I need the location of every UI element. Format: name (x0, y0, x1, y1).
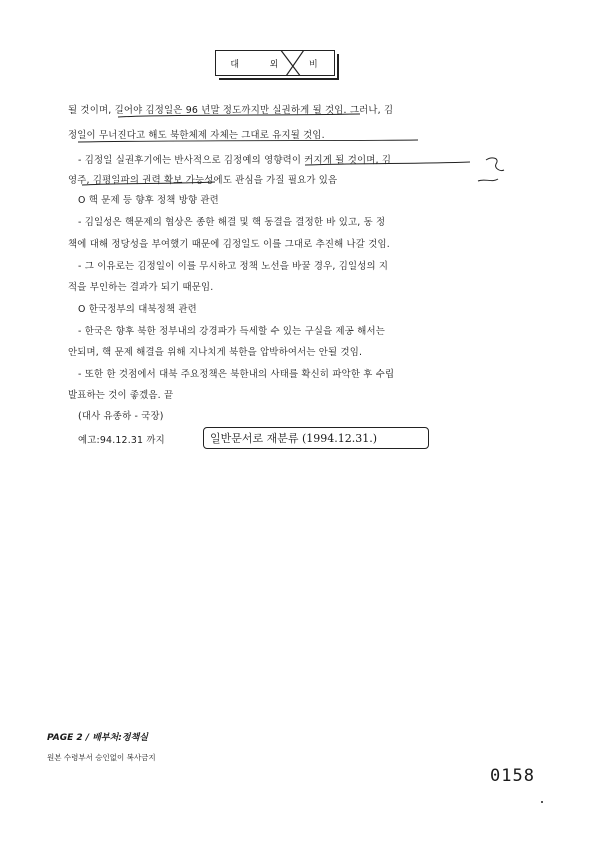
section-heading-nuclear: O 핵 문제 등 향후 정책 방향 관련 (78, 195, 219, 206)
body-line-6: - 김일성은 핵문제의 협상은 종한 해결 및 핵 동결을 결정한 바 있고, 동 정 (78, 217, 386, 228)
stamp-char-2: 외 (269, 59, 281, 70)
body-line-12: 안되며, 핵 문제 해결을 위해 지나치게 북한을 압박하여서는 안될 것임. (68, 347, 363, 358)
reclassification-stamp: 일반문서로 재분류 (1994.12.31.) (203, 427, 429, 449)
page-number: 0158 (490, 766, 535, 786)
stamp-char-1: 대 (230, 59, 242, 70)
body-line-8: - 그 이유로는 김정일이 이를 무시하고 정책 노선을 바꿀 경우, 김일성의 지 (78, 261, 389, 272)
body-line-1: 될 것이며, 길어야 김정일은 96 년말 정도까지만 실권하게 될 것임. 그러나, 김 (68, 105, 394, 116)
body-line-11: - 한국은 향후 북한 정부내의 강경파가 득세할 수 있는 구실을 제공 해서는 (78, 326, 385, 337)
scan-speck (541, 801, 543, 803)
body-line-14: 발표하는 것이 좋겠음. 끝 (68, 390, 174, 401)
body-line-4: 영주, 김평일파의 권력 확보 가능성에도 관심을 가질 필요가 있음 (68, 175, 338, 186)
page-footer-label: PAGE 2 / 배부처:정책실 (47, 733, 148, 743)
declassify-date: 예고:94.12.31 까지 (78, 435, 165, 446)
body-line-9: 적을 부인하는 결과가 되기 때문임. (68, 282, 214, 293)
body-line-3: - 김정일 실권후기에는 반사적으로 김정예의 영향력이 커지게 될 것이며, 김 (78, 155, 392, 166)
section-heading-policy: O 한국정부의 대북정책 관련 (78, 304, 197, 315)
body-line-2: 정일이 무너진다고 해도 북한체제 자체는 그대로 유지될 것임. (68, 130, 325, 141)
classification-stamp (215, 50, 335, 76)
body-line-13: - 또한 한 것점에서 대북 주요정책은 북한내의 사태를 확신히 파악한 후 수립 (78, 369, 395, 380)
stamp-char-3: 비 (308, 59, 320, 70)
copy-warning: 원본 수령부서 승인없이 복사금지 (47, 753, 156, 762)
body-line-7: 책에 대해 정당성을 부여했기 때문에 김정일도 이를 그대로 추진해 나갈 것임. (68, 239, 390, 250)
signature-line: (대사 유종하 - 국장) (78, 411, 164, 422)
